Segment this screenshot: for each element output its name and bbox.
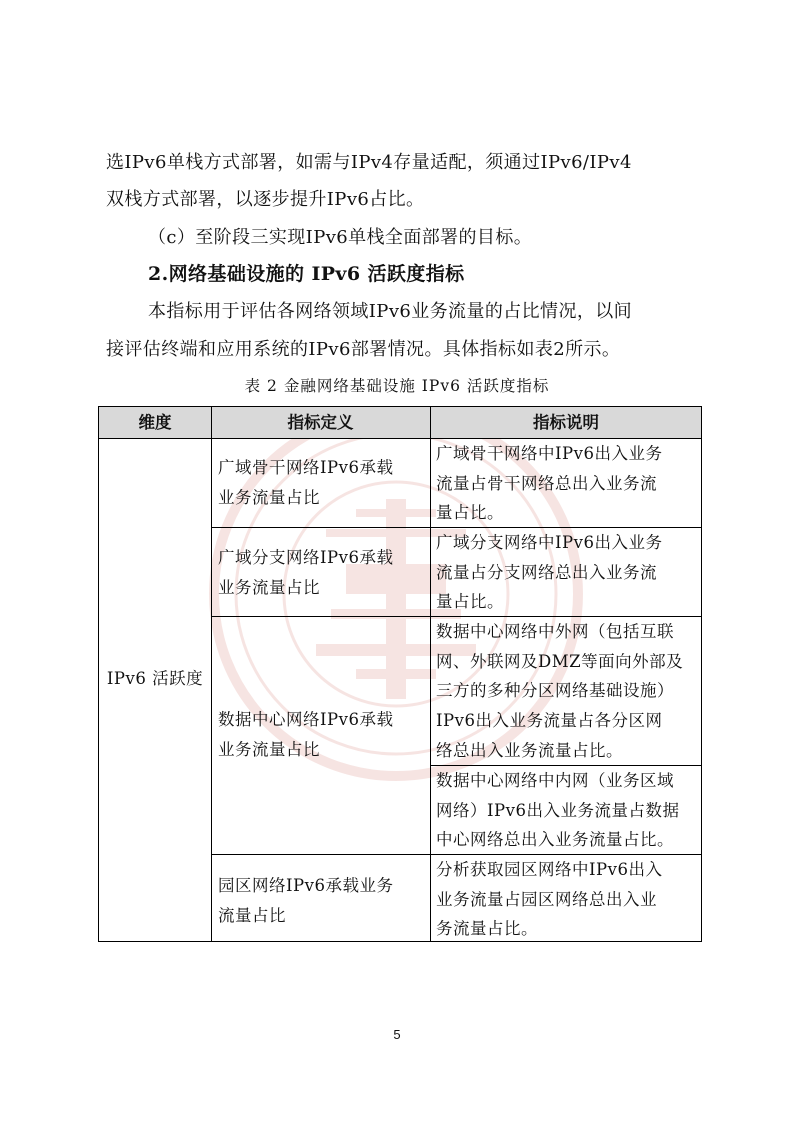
section-heading: 2.网络基础设施的 IPv6 活跃度指标 [148,263,465,285]
description-line: 流量占骨干网络总出入业务流 [436,473,657,493]
description-line: 流量占分支网络总出入业务流 [436,562,657,582]
definition-line: 业务流量占比 [218,487,320,507]
description-cell [436,617,702,766]
definition-line: 广域分支网络IPv6承载 [218,548,394,567]
description-cell [436,439,702,528]
body-line: （c）至阶段三实现IPv6单栈全面部署的目标。 [148,227,533,248]
description-line: 中心网络总出入业务流量占比。 [436,830,674,850]
definition-cell [218,543,428,602]
indicator-table [98,406,702,942]
description-line: 广域骨干网络中IPv6出入业务 [436,444,663,463]
header-definition: 指标定义 [287,413,354,432]
definition-line: 流量占比 [218,905,286,925]
definition-cell [218,705,428,764]
description-line: 数据中心网络中内网（业务区域 [436,771,674,790]
description-line: 络总出入业务流量占比。 [436,740,623,760]
definition-cell [218,871,428,930]
description-line: 业务流量占园区网络总出入业 [436,889,657,909]
definition-line: 业务流量占比 [218,577,320,597]
body-line: 选IPv6单栈方式部署，如需与IPv4存量适配，须通过IPv6/IPv4 [106,152,632,173]
description-line: 广域分支网络中IPv6出入业务 [436,533,663,552]
description-line: 务流量占比。 [436,919,538,939]
dimension-cell [99,664,211,694]
definition-line: 园区网络IPv6承载业务 [218,876,394,895]
header-dimension: 维度 [138,413,172,432]
definition-line: 数据中心网络IPv6承载 [218,710,394,729]
description-line: 网、外联网及DMZ等面向外部及 [436,651,684,671]
intro-line: 本指标用于评估各网络领域IPv6业务流量的占比情况，以间 [148,301,633,322]
table-divider [430,407,431,941]
definition-line: 广域骨干网络IPv6承载 [218,458,394,477]
description-cell [436,528,702,617]
description-line: 量占比。 [436,503,504,523]
description-cell [436,855,702,944]
description-line: 数据中心网络中外网（包括互联 [436,622,674,641]
page-number: 5 [393,1027,401,1042]
dimension-label: IPv6 活跃度 [106,669,204,688]
body-line: 双栈方式部署，以逐步提升IPv6占比。 [106,189,425,210]
description-line: 分析获取园区网络中IPv6出入 [436,860,663,879]
description-line: 网络）IPv6出入业务流量占数据 [436,800,680,820]
description-cell [436,766,702,855]
description-line: 三方的多种分区网络基础设施） [436,681,674,701]
definition-line: 业务流量占比 [218,739,320,759]
table-caption: 表 2 金融网络基础设施 IPv6 活跃度指标 [244,377,550,395]
description-line: IPv6出入业务流量占各分区网 [436,711,663,731]
description-line: 量占比。 [436,592,504,612]
table-divider [211,407,212,941]
intro-line: 接评估终端和应用系统的IPv6部署情况。具体指标如表2所示。 [106,339,621,360]
definition-cell [218,453,428,512]
header-description: 指标说明 [533,413,599,432]
